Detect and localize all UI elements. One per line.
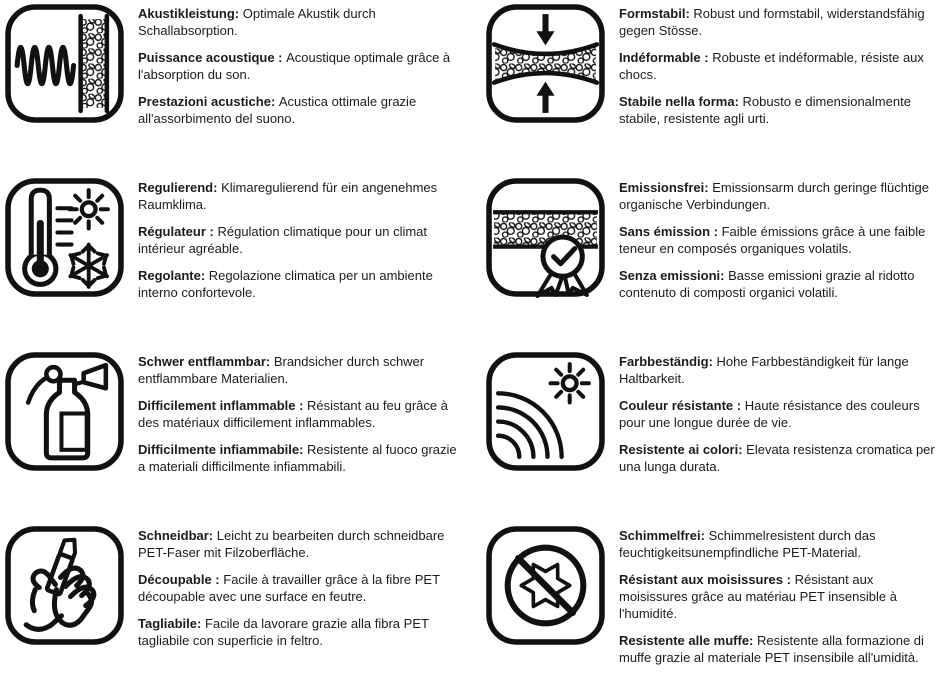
feature-entry-fr — [619, 571, 936, 622]
shape-stability-icon — [485, 3, 606, 124]
feature-block — [468, 351, 936, 525]
feature-entry-de — [619, 527, 936, 561]
feature-block — [468, 177, 936, 351]
entry-text: Brandsicher durch schwer entflammbare Materialien. — [138, 354, 425, 386]
entry-label: Regolante: — [138, 268, 209, 283]
entry-text: Haute résistance des couleurs pour une longue durée de vie. — [619, 398, 920, 430]
entry-text: Acustica ottimale grazie all'assorbimento del suono. — [138, 94, 417, 126]
cuttable-icon — [4, 525, 125, 646]
entry-text: Leicht zu bearbeiten durch schneidbare PET-Faser mit Filzoberfläche. — [138, 528, 445, 560]
entry-text: Faible émissions grâce à une faible teneur en composés organiques volatils. — [619, 224, 926, 256]
feature-texts — [138, 177, 458, 311]
entry-label: Prestazioni acustiche: — [138, 94, 279, 109]
entry-label: Indéformable : — [619, 50, 713, 65]
low-emission-icon — [485, 177, 606, 298]
entry-label: Sans émission : — [619, 224, 722, 239]
entry-text: Resistente al fuoco grazie a materiali difficilmente infiammabili. — [138, 442, 457, 474]
entry-text: Facile da lavorare grazie alla fibra PET tagliabile con superficie in feltro. — [138, 616, 429, 648]
feature-entry-it — [619, 441, 936, 475]
feature-texts — [138, 3, 458, 137]
entry-label: Stabile nella forma: — [619, 94, 743, 109]
entry-label: Akustikleistung: — [138, 6, 243, 21]
feature-entry-de — [619, 179, 936, 213]
feature-block — [0, 351, 468, 525]
feature-block — [0, 525, 468, 699]
entry-label: Schwer entflammbar: — [138, 354, 274, 369]
feature-entry-de — [619, 5, 936, 39]
feature-entry-fr — [138, 223, 458, 257]
feature-block — [468, 3, 936, 177]
entry-label: Farbbeständig: — [619, 354, 717, 369]
feature-entry-fr — [619, 49, 936, 83]
feature-entry-de — [138, 353, 458, 387]
feature-entry-de — [138, 5, 458, 39]
entry-text: Acoustique optimale grâce à l'absorption du son. — [138, 50, 451, 82]
entry-text: Facile à travailler grâce à la fibre PET découpable avec une surface en feutre. — [138, 572, 440, 604]
feature-entry-it — [619, 267, 936, 301]
feature-entry-de — [619, 353, 936, 387]
entry-text: Robust und formstabil, widerstandsfähig gegen Stösse. — [619, 6, 925, 38]
feature-block — [0, 177, 468, 351]
feature-entry-fr — [619, 397, 936, 431]
flame-retardant-icon — [4, 351, 125, 472]
feature-entry-it — [138, 615, 458, 649]
entry-text: Regolazione climatica per un ambiente interno confortevole. — [138, 268, 433, 300]
entry-label: Senza emissioni: — [619, 268, 729, 283]
mold-resistant-icon — [485, 525, 606, 646]
entry-text: Robusto e dimensionalmente stabile, resistente agli urti. — [619, 94, 911, 126]
feature-entry-fr — [138, 571, 458, 605]
climate-regulating-icon — [4, 177, 125, 298]
entry-label: Régulateur : — [138, 224, 218, 239]
entry-text: Klimaregulierend für ein angenehmes Raumklima. — [138, 180, 438, 212]
feature-entry-de — [138, 179, 458, 213]
entry-label: Resistente ai colori: — [619, 442, 747, 457]
feature-entry-fr — [138, 397, 458, 431]
feature-block — [0, 3, 468, 177]
entry-label: Emissionsfrei: — [619, 180, 713, 195]
entry-label: Puissance acoustique : — [138, 50, 287, 65]
sound-absorption-icon — [4, 3, 125, 124]
feature-block — [468, 525, 936, 699]
entry-text: Résistant aux moisissures grâce au matériau PET insensible à l'humidité. — [619, 572, 897, 621]
feature-texts — [619, 3, 936, 137]
feature-entry-it — [138, 441, 458, 475]
entry-label: Formstabil: — [619, 6, 694, 21]
entry-label: Couleur résistante : — [619, 398, 745, 413]
entry-text: Elevata resistenza cromatica per una lunga durata. — [619, 442, 935, 474]
entry-text: Robuste et indéformable, résiste aux chocs. — [619, 50, 924, 82]
entry-text: Régulation climatique pour un climat intérieur agréable. — [138, 224, 428, 256]
color-fastness-icon — [485, 351, 606, 472]
entry-label: Schimmelfrei: — [619, 528, 709, 543]
entry-label: Schneidbar: — [138, 528, 217, 543]
entry-label: Resistente alle muffe: — [619, 633, 757, 648]
entry-label: Découpable : — [138, 572, 224, 587]
feature-entry-it — [138, 267, 458, 301]
entry-text: Basse emissioni grazie al ridotto contenuto di composti organici volatili. — [619, 268, 915, 300]
entry-text: Optimale Akustik durch Schallabsorption. — [138, 6, 376, 38]
entry-text: Hohe Farbbeständigkeit für lange Haltbarkeit. — [619, 354, 909, 386]
entry-text: Résistant au feu grâce à des matériaux difficilement inflammables. — [138, 398, 448, 430]
feature-entry-de — [138, 527, 458, 561]
entry-label: Regulierend: — [138, 180, 222, 195]
feature-texts — [138, 525, 458, 659]
feature-entry-it — [619, 93, 936, 127]
entry-label: Difficilement inflammable : — [138, 398, 308, 413]
entry-label: Tagliabile: — [138, 616, 205, 631]
feature-entry-it — [138, 93, 458, 127]
entry-text: Emissionsarm durch geringe flüchtige organische Verbindungen. — [619, 180, 929, 212]
feature-entry-it — [619, 632, 936, 666]
feature-entry-fr — [138, 49, 458, 83]
entry-label: Résistant aux moisissures : — [619, 572, 795, 587]
feature-texts — [619, 351, 936, 485]
entry-label: Difficilmente infiammabile: — [138, 442, 308, 457]
feature-texts — [619, 177, 936, 311]
entry-text: Resistente alla formazione di muffe grazie al materiale PET insensibile all'umidità. — [619, 633, 924, 665]
feature-entry-fr — [619, 223, 936, 257]
feature-texts — [619, 525, 936, 676]
entry-text: Schimmelresistent durch das feuchtigkeitsunempfindliche PET-Material. — [619, 528, 876, 560]
feature-texts — [138, 351, 458, 485]
